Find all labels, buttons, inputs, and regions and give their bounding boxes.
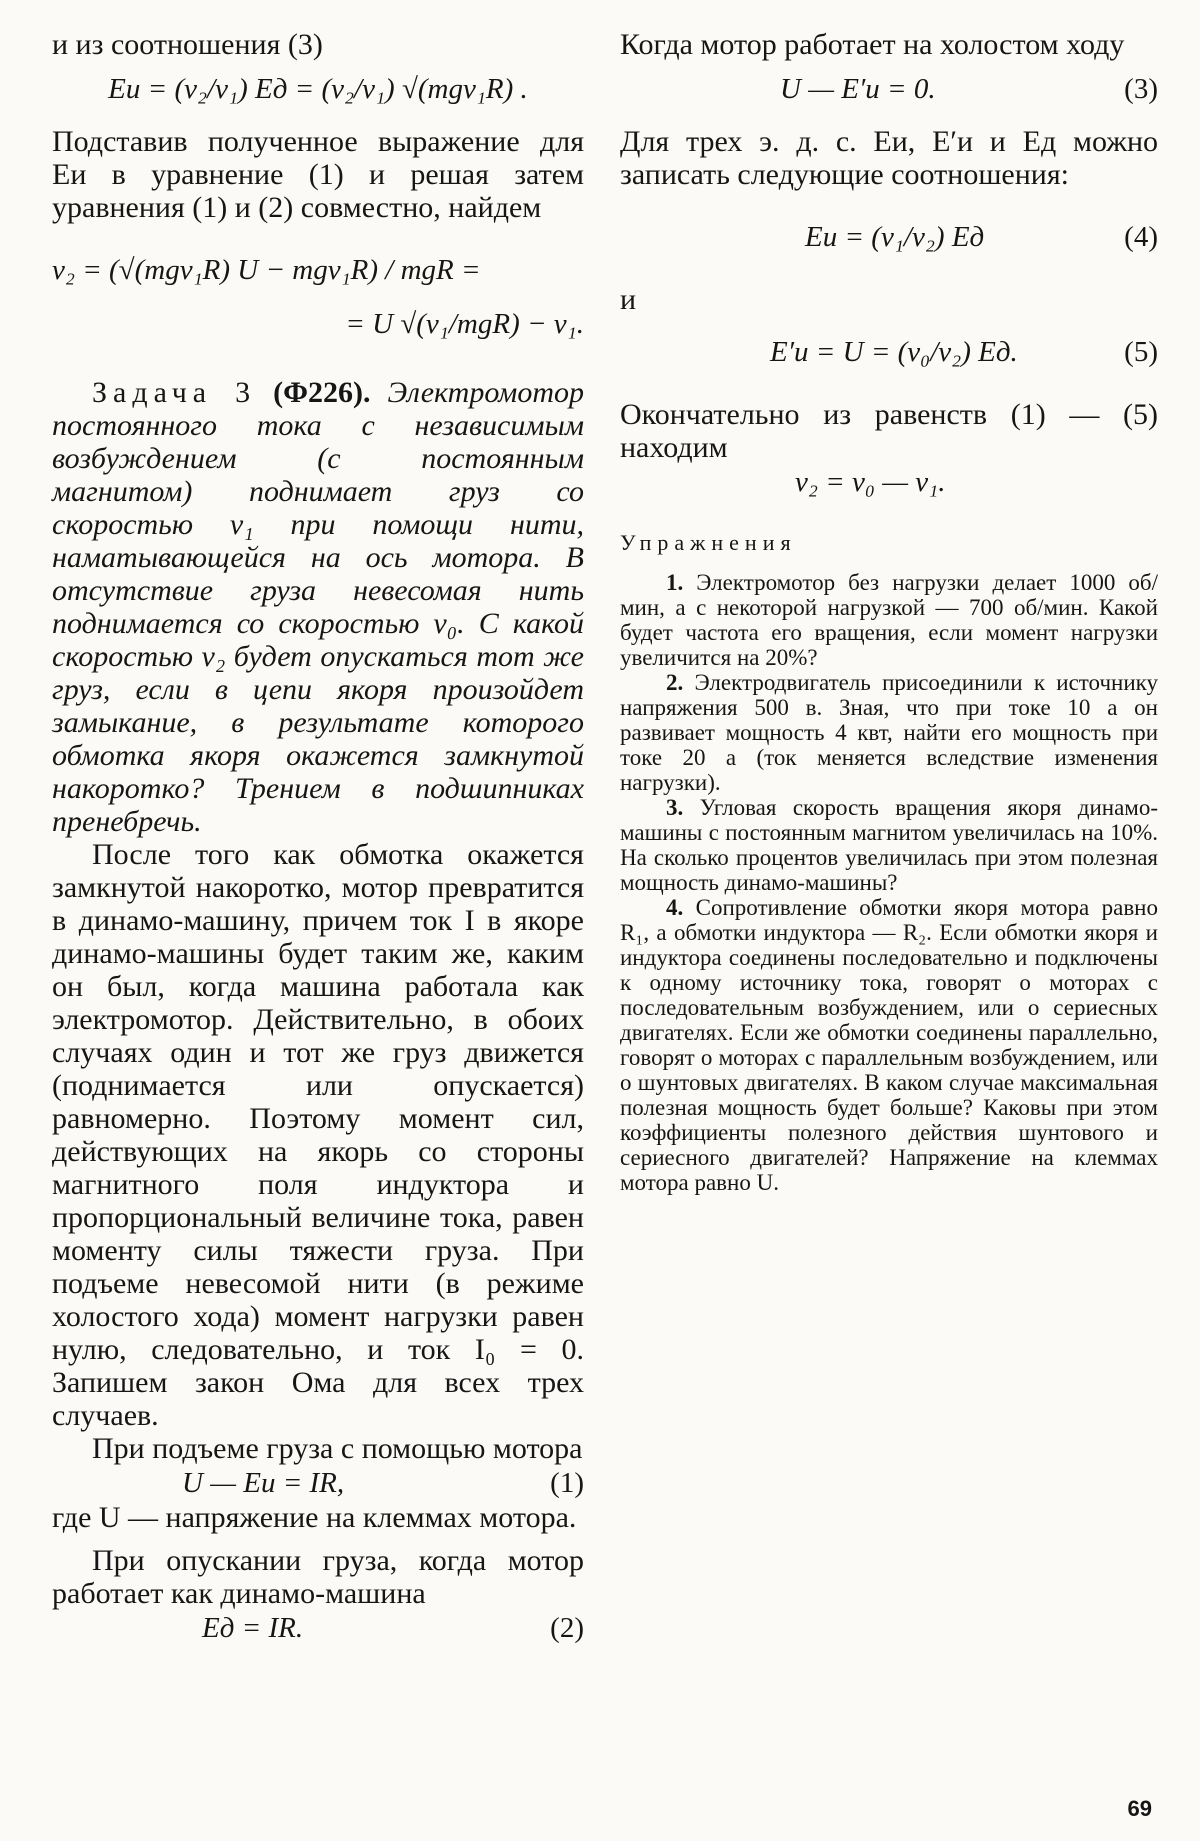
exercise-text: Угловая скорость вращения якоря динамо-машины с постоянным магнитом увеличилась на 10%. На сколько процентов увеличилась при этом полезная мощность динамо-машины? [620,795,1158,895]
paragraph-after-short: После того как обмотка окажется замкнутой накоротко, мотор превратится в динамо-машину, причем ток I в якоре динамо-машины будет таким же, каким он был, когда машина работала как электромотор. Действительно, в обоих случаях один и тот же груз движется (поднимается или опускается) равномерно. Поэтому момент сил, действующих на якорь со стороны магнитного поля индуктора и пропорциональный величине тока, равен моменту силы тяжести груза. При подъеме невесомой нити (в режиме холостого хода) момент нагрузки равен нулю, следовательно, и ток I₀ = 0. Запишем закон Ома для всех трех случаев. [52,838,584,1432]
task-code: (Φ226). [273,376,371,409]
exercises-heading: Упражнения [620,530,797,555]
paragraph-substitute: Подставив полученное выражение для Eи в уравнение (1) и решая затем уравнения (1) и (2) совместно, найдем [52,125,584,224]
exercise-number: 4. [666,895,684,920]
equation-v2-line2: = U √(v₁/mgR) − v₁. [345,308,584,340]
conjunction-and: и [620,283,637,316]
exercise-2 [620,670,1158,795]
exercise-text: Электродвигатель присоединили к источнику напряжения 500 в. Зная, что при токе 10 а он развивает мощность 4 квт, найти его мощность при токе 20 а (ток меняется вследствие изменения нагрузки). [620,670,1158,795]
exercise-4 [620,895,1158,1195]
paragraph-lift: При подъеме груза с помощью мотора [92,1432,583,1465]
equation-5-number: (5) [1124,336,1158,368]
equation-1-number: (1) [550,1467,584,1499]
paragraph-lower: При опускании груза, когда мотор работает как динамо-машина [52,1544,584,1610]
equation-2: Eд = IR. (2) [202,1612,584,1644]
paragraph-where: где U — напряжение на клеммах мотора. [52,1501,577,1534]
exercise-text: Электромотор без нагрузки делает 1000 об/мин, а с некоторой нагрузкой — 700 об/мин. Какой будет частота его вращения, если момент нагрузки увеличится на 20%? [620,570,1158,670]
paragraph-idle: Когда мотор работает на холостом ходу [620,28,1125,61]
equation-4-number: (4) [1124,221,1158,253]
page-number: 69 [1127,1796,1152,1821]
exercise-1 [620,570,1158,670]
exercise-number: 2. [666,670,684,695]
exercise-text: Сопротивление обмотки якоря мотора равно R₁, а обмотки индуктора — R₂. Если обмотки якоря и индуктора соединены последовательно и подключены к одному источнику тока, говорят о моторах с последовательным возбуждением, или о сериесных двигателях. Если же обмотки соединены параллельно, говорят о моторах с параллельным возбуждением, или о шунтовых двигателях. В каком случае максимальная полезная мощность будет больше? Каковы при этом коэффициенты полезного действия шунтового и сериесного двигателей? Напряжение на клеммах мотора равно U. [620,895,1158,1195]
equation-5: E′и = U = (v₀/v₂) Eд. (5) [770,336,1158,368]
left-column [52,28,584,1646]
exercise-number: 1. [666,570,684,595]
exercise-number: 3. [666,795,684,820]
paragraph-final: Окончательно из равенств (1) — (5) находим [620,398,1158,464]
equation-1: U — Eи = IR, (1) [182,1467,584,1499]
equation-3-number: (3) [1124,73,1158,105]
equation-ei: Eи = (v₂/v₁) Eд = (v₂/v₁) √(mgv₁R) . [108,73,528,105]
task-label: Задача 3 [92,376,257,409]
equation-4: Eи = (v₁/v₂) Eд (4) [805,221,1158,253]
task-statement: Электромотор постоянного тока с независимым возбуждением (с постоянным магнитом) поднимает груз со скоростью v₁ при помощи нити, наматывающейся на ось мотора. В отсутствие груза невесомая нить поднимается со скоростью v₀. С какой скоростью v₂ будет опускаться тот же груз, если в цепи якоря произойдет замыкание, в результате которого обмотка якоря окажется замкнутой накоротко? Трением в подшипниках пренебречь. [52,376,584,838]
equation-2-number: (2) [550,1612,584,1644]
exercise-3 [620,795,1158,895]
equation-v2-line1: v₂ = (√(mgv₁R) U − mgv₁R) / mgR = [52,254,481,286]
task-3 [52,376,584,838]
equation-final: v₂ = v₀ — v₁. [795,466,946,498]
paragraph-three-emf: Для трех э. д. с. Eи, E′и и Eд можно записать следующие соотношения: [620,125,1158,191]
right-column [620,28,1158,1195]
paragraph-intro: и из соотношения (3) [52,28,323,61]
equation-3: U — E′и = 0. (3) [780,73,1158,105]
